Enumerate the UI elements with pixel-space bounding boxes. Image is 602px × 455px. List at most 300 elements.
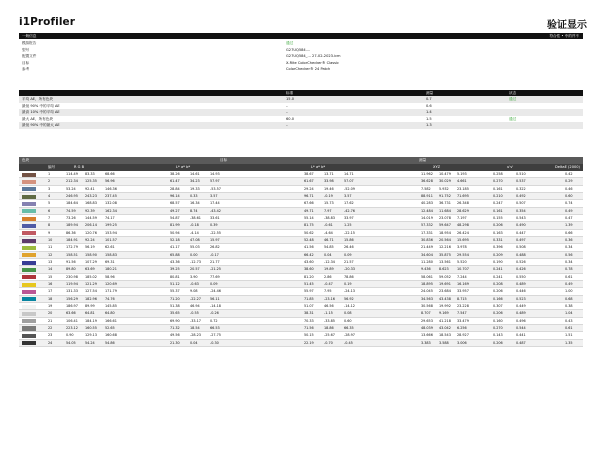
measured-l-cell: 38.60	[304, 267, 314, 272]
measured-a-cell: -23.16	[324, 296, 335, 301]
rgb-r-cell: 106.41	[66, 318, 78, 323]
summary-measured: 1.4	[426, 110, 432, 114]
rgb-b-cell: 158.83	[105, 252, 117, 257]
rgb-b-cell: 153.94	[105, 230, 117, 235]
xyz-y-cell: 8.623	[439, 267, 449, 272]
target-a-cell: 47.08	[190, 237, 200, 242]
xyz-z-cell: 5.520	[457, 259, 467, 264]
rgb-r-cell: 246.95	[66, 193, 78, 198]
delta-e-cell: 1.04	[565, 311, 573, 316]
uv-v-cell: 0.426	[516, 267, 526, 272]
measured-l-cell: 71.85	[304, 296, 314, 301]
target-b-cell: -0.26	[210, 311, 219, 316]
table-row	[19, 310, 583, 317]
target-b-cell: 17.44	[210, 201, 220, 206]
xyz-z-cell: 7.547	[457, 311, 467, 316]
delta-e-cell: 0.34	[565, 245, 573, 250]
target-b-cell: 14.93	[210, 172, 220, 176]
col-xyz: XYZ	[433, 165, 441, 169]
rgb-b-cell: 180.21	[105, 267, 117, 272]
target-a-cell: 46.94	[190, 303, 200, 308]
measured-b-cell: -20.33	[344, 267, 355, 272]
patch-id-cell: 2	[48, 179, 51, 184]
delta-e-cell: 0.56	[565, 252, 573, 257]
measured-a-cell: 19.89	[324, 267, 334, 272]
rgb-r-cell: 89.80	[66, 267, 76, 272]
target-l-cell: 43.36	[170, 259, 180, 264]
xyz-y-cell: 30.029	[439, 179, 451, 184]
rgb-g-cell: 64.81	[85, 311, 95, 316]
summary-standard: –	[286, 103, 288, 108]
xyz-z-cell: 15.695	[457, 237, 469, 242]
xyz-x-cell: 30.836	[421, 237, 433, 242]
target-l-cell: 71.20	[170, 296, 180, 301]
measured-a-cell: -12.34	[324, 259, 335, 264]
measured-b-cell: 1.25	[344, 223, 352, 228]
measured-b-cell: 57.07	[344, 179, 354, 184]
rgb-r-cell: 53.24	[66, 186, 76, 191]
uv-u-cell: 0.190	[493, 259, 503, 264]
rgb-g-cell: 121.29	[85, 281, 97, 286]
target-a-cell: -0.55	[190, 311, 199, 316]
measured-a-cell: 46.56	[324, 303, 334, 308]
xyz-x-cell: 34.563	[421, 296, 433, 301]
measured-b-cell: 0.08	[344, 311, 352, 316]
summary-col-status: 状态	[509, 91, 517, 95]
measured-b-cell: -14.12	[344, 303, 355, 308]
target-b-cell: 0.09	[210, 281, 218, 286]
rgb-r-cell: 184.64	[66, 201, 78, 206]
target-l-cell: 49.27	[170, 208, 180, 213]
xyz-x-cell: 12.484	[421, 208, 433, 213]
measured-a-cell: 54.85	[324, 245, 334, 250]
rgb-g-cell: 54.24	[85, 340, 95, 345]
delta-e-cell: 0.68	[565, 296, 573, 301]
measured-l-cell: 41.56	[304, 245, 314, 250]
summary-standard: 60.0	[286, 116, 295, 121]
color-swatch	[22, 268, 36, 272]
delta-e-cell: 0.34	[565, 259, 573, 264]
rgb-b-cell: 54.86	[105, 340, 115, 345]
measured-b-cell: -42.76	[344, 208, 355, 213]
patch-id-cell: 4	[48, 193, 51, 198]
xyz-x-cell: 8.707	[421, 311, 431, 316]
color-swatch	[22, 275, 36, 279]
rgb-b-cell: 160.68	[105, 333, 117, 338]
xyz-z-cell: 29.554	[457, 252, 469, 257]
target-a-cell: 9.08	[190, 289, 198, 294]
table-row	[19, 230, 583, 237]
target-b-cell: 3.57	[210, 193, 218, 198]
color-swatch	[22, 202, 36, 206]
measured-l-cell: 51.07	[304, 303, 314, 308]
col-lab-target: L* a* b*	[176, 165, 191, 169]
measured-a-cell: -0.70	[324, 340, 333, 345]
info-row	[19, 66, 583, 73]
color-swatch	[22, 283, 36, 287]
target-b-cell: 77.69	[210, 274, 220, 279]
uv-v-cell: 0.447	[516, 230, 526, 235]
col-patch: 编号	[48, 165, 56, 169]
xyz-y-cell: 23.684	[439, 289, 451, 294]
measured-l-cell: 55.97	[304, 289, 314, 294]
rgb-g-cell: 63.69	[85, 267, 95, 272]
target-l-cell: 61.47	[170, 179, 180, 184]
uv-u-cell: 0.241	[493, 274, 503, 279]
uv-u-cell: 0.206	[493, 311, 503, 316]
col-delta-e: DeltaE (2000)	[555, 165, 580, 169]
xyz-z-cell: 6.256	[457, 325, 467, 330]
rgb-g-cell: 182.96	[85, 296, 97, 301]
color-swatch	[22, 341, 36, 345]
xyz-y-cell: 12.216	[439, 245, 451, 250]
xyz-x-cell: 34.604	[421, 252, 433, 257]
uv-u-cell: 0.143	[493, 333, 503, 338]
rgb-r-cell: 73.26	[66, 215, 76, 220]
target-l-cell: 28.84	[170, 186, 180, 191]
rgb-g-cell: 120.76	[85, 230, 97, 235]
measured-a-cell: 15.73	[324, 201, 334, 206]
table-row	[19, 200, 583, 207]
xyz-x-cell: 36.628	[421, 179, 433, 184]
table-row	[19, 259, 583, 266]
rgb-b-cell: 56.96	[105, 179, 115, 184]
rgb-r-cell: 158.51	[66, 252, 78, 257]
uv-u-cell: 0.163	[493, 230, 503, 235]
xyz-z-cell: 33.957	[457, 289, 469, 294]
summary-section	[19, 96, 583, 129]
patch-id-cell: 24	[48, 340, 53, 345]
color-swatch	[22, 180, 36, 184]
xyz-z-cell: 3.978	[457, 245, 467, 250]
info-value: ColorChecker® 24 Patch	[286, 67, 331, 71]
rgb-b-cell: 74.17	[105, 215, 115, 220]
rgb-g-cell: 243.23	[85, 193, 97, 198]
measured-a-cell: 18.86	[324, 325, 334, 330]
summary-measured: 1.5	[426, 116, 432, 121]
uv-v-cell: 0.487	[516, 340, 526, 345]
summary-row	[19, 122, 583, 129]
patch-id-cell: 8	[48, 223, 51, 228]
measured-a-cell: 33.98	[324, 179, 334, 184]
delta-e-cell: 0.49	[565, 208, 573, 213]
xyz-z-cell: 3.006	[457, 340, 467, 345]
target-l-cell: 55.37	[170, 289, 180, 294]
rgb-r-cell: 54.05	[66, 340, 76, 345]
color-swatch	[22, 253, 36, 257]
xyz-y-cell: 91.752	[439, 193, 451, 198]
delta-e-cell: 0.60	[565, 193, 573, 198]
xyz-x-cell: 17.331	[421, 230, 433, 235]
rgb-g-cell: 158.90	[85, 252, 97, 257]
uv-u-cell: 0.206	[493, 289, 503, 294]
rgb-b-cell: 237.45	[105, 193, 117, 198]
rgb-b-cell: 68.66	[105, 172, 115, 176]
xyz-z-cell: 48.298	[457, 223, 469, 228]
table-row	[19, 266, 583, 273]
summary-standard: 15.0	[286, 97, 295, 101]
measured-l-cell: 50.62	[304, 230, 314, 235]
xyz-z-cell: 28.629	[457, 208, 469, 213]
info-value: G27UQ584....	[286, 47, 311, 52]
rgb-b-cell: 74.76	[105, 296, 115, 301]
rgb-g-cell: 92.24	[85, 237, 95, 242]
xyz-z-cell: 71.695	[457, 193, 469, 198]
xyz-x-cell: 24.045	[421, 289, 433, 294]
rgb-r-cell: 0.90	[66, 333, 74, 338]
patch-id-cell: 17	[48, 289, 53, 294]
xyz-x-cell: 48.039	[421, 325, 433, 330]
measured-a-cell: -4.64	[324, 230, 333, 235]
measured-b-cell: 3.57	[344, 193, 352, 198]
xyz-x-cell: 30.568	[421, 303, 433, 308]
info-key: 目标	[22, 60, 30, 65]
target-a-cell: 0.33	[190, 193, 198, 198]
xyz-x-cell: 14.019	[421, 215, 433, 220]
uv-u-cell: 0.209	[493, 252, 503, 257]
color-swatch	[22, 239, 36, 243]
measured-l-cell: 81.75	[304, 223, 314, 228]
uv-v-cell: 0.537	[516, 179, 526, 184]
status-badge: 通过	[509, 97, 517, 101]
xyz-y-cell: 5.932	[439, 186, 449, 191]
table-row	[19, 244, 583, 251]
rgb-b-cell: 120.69	[105, 281, 117, 286]
uv-v-cell: 0.492	[516, 193, 526, 198]
rgb-r-cell: 189.94	[66, 223, 78, 228]
uv-u-cell: 0.307	[493, 303, 503, 308]
xyz-y-cell: 18.954	[439, 230, 451, 235]
xyz-x-cell: 57.332	[421, 223, 433, 228]
target-b-cell: -14.18	[210, 303, 221, 308]
target-a-cell: -4.14	[190, 230, 199, 235]
target-l-cell: 71.32	[170, 325, 180, 330]
measured-b-cell: -24.13	[344, 289, 355, 294]
patch-id-cell: 13	[48, 259, 53, 264]
target-l-cell: 21.30	[170, 340, 180, 345]
rgb-b-cell: 52.65	[105, 325, 115, 330]
xyz-y-cell: 19.992	[439, 303, 451, 308]
patch-id-cell: 18	[48, 296, 53, 301]
xyz-z-cell: 7.197	[457, 215, 467, 220]
rgb-r-cell: 86.36	[66, 230, 76, 235]
target-l-cell: 68.57	[170, 201, 180, 206]
uv-u-cell: 0.208	[493, 281, 503, 286]
rgb-g-cell: 168.83	[85, 201, 97, 206]
rgb-g-cell: 184.19	[85, 318, 97, 323]
info-key: 型号	[22, 47, 30, 52]
xyz-y-cell: 43.438	[439, 296, 451, 301]
target-b-cell: 33.61	[210, 215, 220, 220]
summary-measured: 0.7	[426, 97, 432, 101]
xyz-y-cell: 59.052	[439, 274, 451, 279]
color-swatch	[22, 297, 36, 301]
target-a-cell: -12.73	[190, 259, 201, 264]
measured-l-cell: 49.71	[304, 208, 314, 213]
rgb-r-cell: 172.79	[66, 245, 78, 250]
info-value: X-Rite ColorChecker® Classic	[286, 60, 340, 65]
xyz-z-cell: 28.927	[457, 333, 469, 338]
target-a-cell: 20.57	[190, 267, 200, 272]
table-row	[19, 340, 583, 347]
target-a-cell: 3.90	[190, 274, 198, 279]
xyz-x-cell: 21.449	[421, 245, 433, 250]
table-row	[19, 332, 583, 339]
target-b-cell: 56.11	[210, 296, 220, 301]
patch-id-cell: 21	[48, 318, 53, 323]
measured-l-cell: 29.24	[304, 186, 314, 191]
rgb-b-cell: 132.08	[105, 201, 117, 206]
color-swatch	[22, 224, 36, 228]
patch-table-col-header	[19, 164, 583, 171]
table-row	[19, 281, 583, 288]
rgb-b-cell: 69.31	[105, 259, 115, 264]
target-b-cell: 0.72	[210, 318, 218, 323]
measured-b-cell: -52.09	[344, 186, 355, 191]
measured-l-cell: 50.15	[304, 333, 314, 338]
target-b-cell: 26.82	[210, 245, 220, 250]
xyz-x-cell: 58.061	[421, 274, 433, 279]
target-a-cell: 55.03	[190, 245, 200, 250]
uv-u-cell: 0.160	[493, 318, 503, 323]
target-l-cell: 81.99	[170, 223, 180, 228]
uv-v-cell: 0.488	[516, 252, 526, 257]
table-row	[19, 318, 583, 325]
measured-l-cell: 51.45	[304, 281, 314, 286]
measured-l-cell: 38.31	[304, 311, 314, 316]
uv-v-cell: 0.322	[516, 186, 526, 191]
rgb-r-cell: 74.59	[66, 208, 76, 213]
xyz-z-cell: 10.707	[457, 267, 469, 272]
delta-e-cell: 1.00	[565, 289, 573, 294]
rgb-b-cell: 171.79	[105, 289, 117, 294]
color-swatch	[22, 319, 36, 323]
uv-u-cell: 0.155	[493, 215, 503, 220]
patch-id-cell: 22	[48, 325, 53, 330]
color-swatch	[22, 305, 36, 309]
summary-label: 平均 ΔE，所有色块	[22, 97, 54, 101]
xyz-x-cell: 11.280	[421, 259, 433, 264]
summary-col-measured: 测量	[426, 91, 434, 95]
xyz-x-cell: 3.383	[421, 340, 431, 345]
target-a-cell: 34.23	[190, 179, 200, 184]
summary-standard: –	[286, 110, 288, 114]
xyz-z-cell: 16.169	[457, 281, 469, 286]
status-badge: 通过	[509, 116, 517, 121]
uv-v-cell: 0.550	[516, 274, 526, 279]
rgb-r-cell: 186.97	[66, 303, 78, 308]
summary-measured: 1.3	[426, 123, 432, 127]
uv-v-cell: 0.489	[516, 281, 526, 286]
measured-l-cell: 71.56	[304, 325, 314, 330]
rgb-g-cell: 185.02	[85, 274, 97, 279]
table-row	[19, 208, 583, 215]
info-key: 模拟报告	[22, 41, 37, 45]
page-title: 验证显示	[547, 20, 587, 31]
table-row	[19, 215, 583, 222]
target-b-cell: 0.39	[210, 223, 218, 228]
table-row	[19, 296, 583, 303]
xyz-y-cell: 9.169	[439, 311, 449, 316]
uv-v-cell: 0.523	[516, 296, 526, 301]
measured-l-cell: 38.67	[304, 172, 314, 176]
uv-v-cell: 0.354	[516, 208, 526, 213]
target-l-cell: 50.94	[170, 230, 180, 235]
xyz-x-cell: 7.582	[421, 186, 431, 191]
table-row	[19, 193, 583, 200]
col-rgb: R G B	[74, 165, 85, 169]
col-lab-measured: L* a* b*	[311, 165, 326, 169]
rgb-b-cell: 58.96	[105, 274, 115, 279]
rgb-b-cell: 101.57	[105, 237, 117, 242]
measured-a-cell: -0.19	[324, 193, 333, 198]
patch-id-cell: 11	[48, 245, 53, 250]
measured-l-cell: 52.48	[304, 237, 314, 242]
delta-e-cell: 0.74	[565, 201, 573, 206]
uv-v-cell: 0.510	[516, 172, 526, 176]
uv-v-cell: 0.544	[516, 325, 526, 330]
uv-u-cell: 0.331	[493, 237, 503, 242]
measured-a-cell: 13.71	[324, 172, 334, 176]
uv-u-cell: 0.161	[493, 186, 503, 191]
info-key: 配置文件	[22, 54, 37, 58]
measured-b-cell: -0.45	[344, 340, 353, 345]
target-b-cell: -43.42	[210, 208, 221, 213]
uv-u-cell: 0.396	[493, 245, 503, 250]
color-swatch	[22, 209, 36, 213]
patch-id-cell: 14	[48, 267, 53, 272]
measured-a-cell: -1.15	[324, 311, 333, 316]
patch-id-cell: 6	[48, 208, 51, 213]
uv-u-cell: 0.241	[493, 267, 503, 272]
patch-id-cell: 15	[48, 274, 53, 279]
table-row	[19, 222, 583, 229]
xyz-y-cell: 13.561	[439, 259, 451, 264]
uv-v-cell: 0.507	[516, 201, 526, 206]
rgb-b-cell: 166.61	[105, 318, 117, 323]
patch-id-cell: 23	[48, 333, 53, 338]
target-l-cell: 38.26	[170, 172, 180, 176]
rgb-r-cell: 114.49	[66, 172, 78, 176]
general-info-section	[19, 40, 583, 73]
rgb-g-cell: 56.19	[85, 245, 95, 250]
xyz-x-cell: 11.962	[421, 172, 433, 176]
target-b-cell: 21.77	[210, 259, 220, 264]
measured-a-cell: -33.85	[324, 318, 335, 323]
color-swatch	[22, 261, 36, 265]
measured-a-cell: -38.83	[324, 215, 335, 220]
patch-table-group-header	[19, 157, 583, 164]
xyz-x-cell: 88.911	[421, 193, 433, 198]
measured-a-cell: 46.71	[324, 237, 334, 242]
uv-u-cell: 0.258	[493, 172, 503, 176]
rgb-g-cell: 83.33	[85, 172, 95, 176]
measured-l-cell: 55.14	[304, 215, 314, 220]
measured-a-cell: 7.95	[324, 289, 332, 294]
measured-a-cell: -0.47	[324, 281, 333, 286]
table-row	[19, 303, 583, 310]
patch-table-body	[19, 171, 583, 347]
patch-id-cell: 20	[48, 311, 53, 316]
target-l-cell: 49.56	[170, 333, 180, 338]
general-info-label: 一般信息	[22, 34, 37, 38]
uv-v-cell: 0.543	[516, 215, 526, 220]
delta-e-cell: 0.78	[565, 267, 573, 272]
measured-b-cell: 0.09	[344, 252, 352, 257]
uv-v-cell: 0.449	[516, 303, 526, 308]
patch-id-cell: 12	[48, 252, 53, 257]
uv-u-cell: 0.210	[493, 193, 503, 198]
